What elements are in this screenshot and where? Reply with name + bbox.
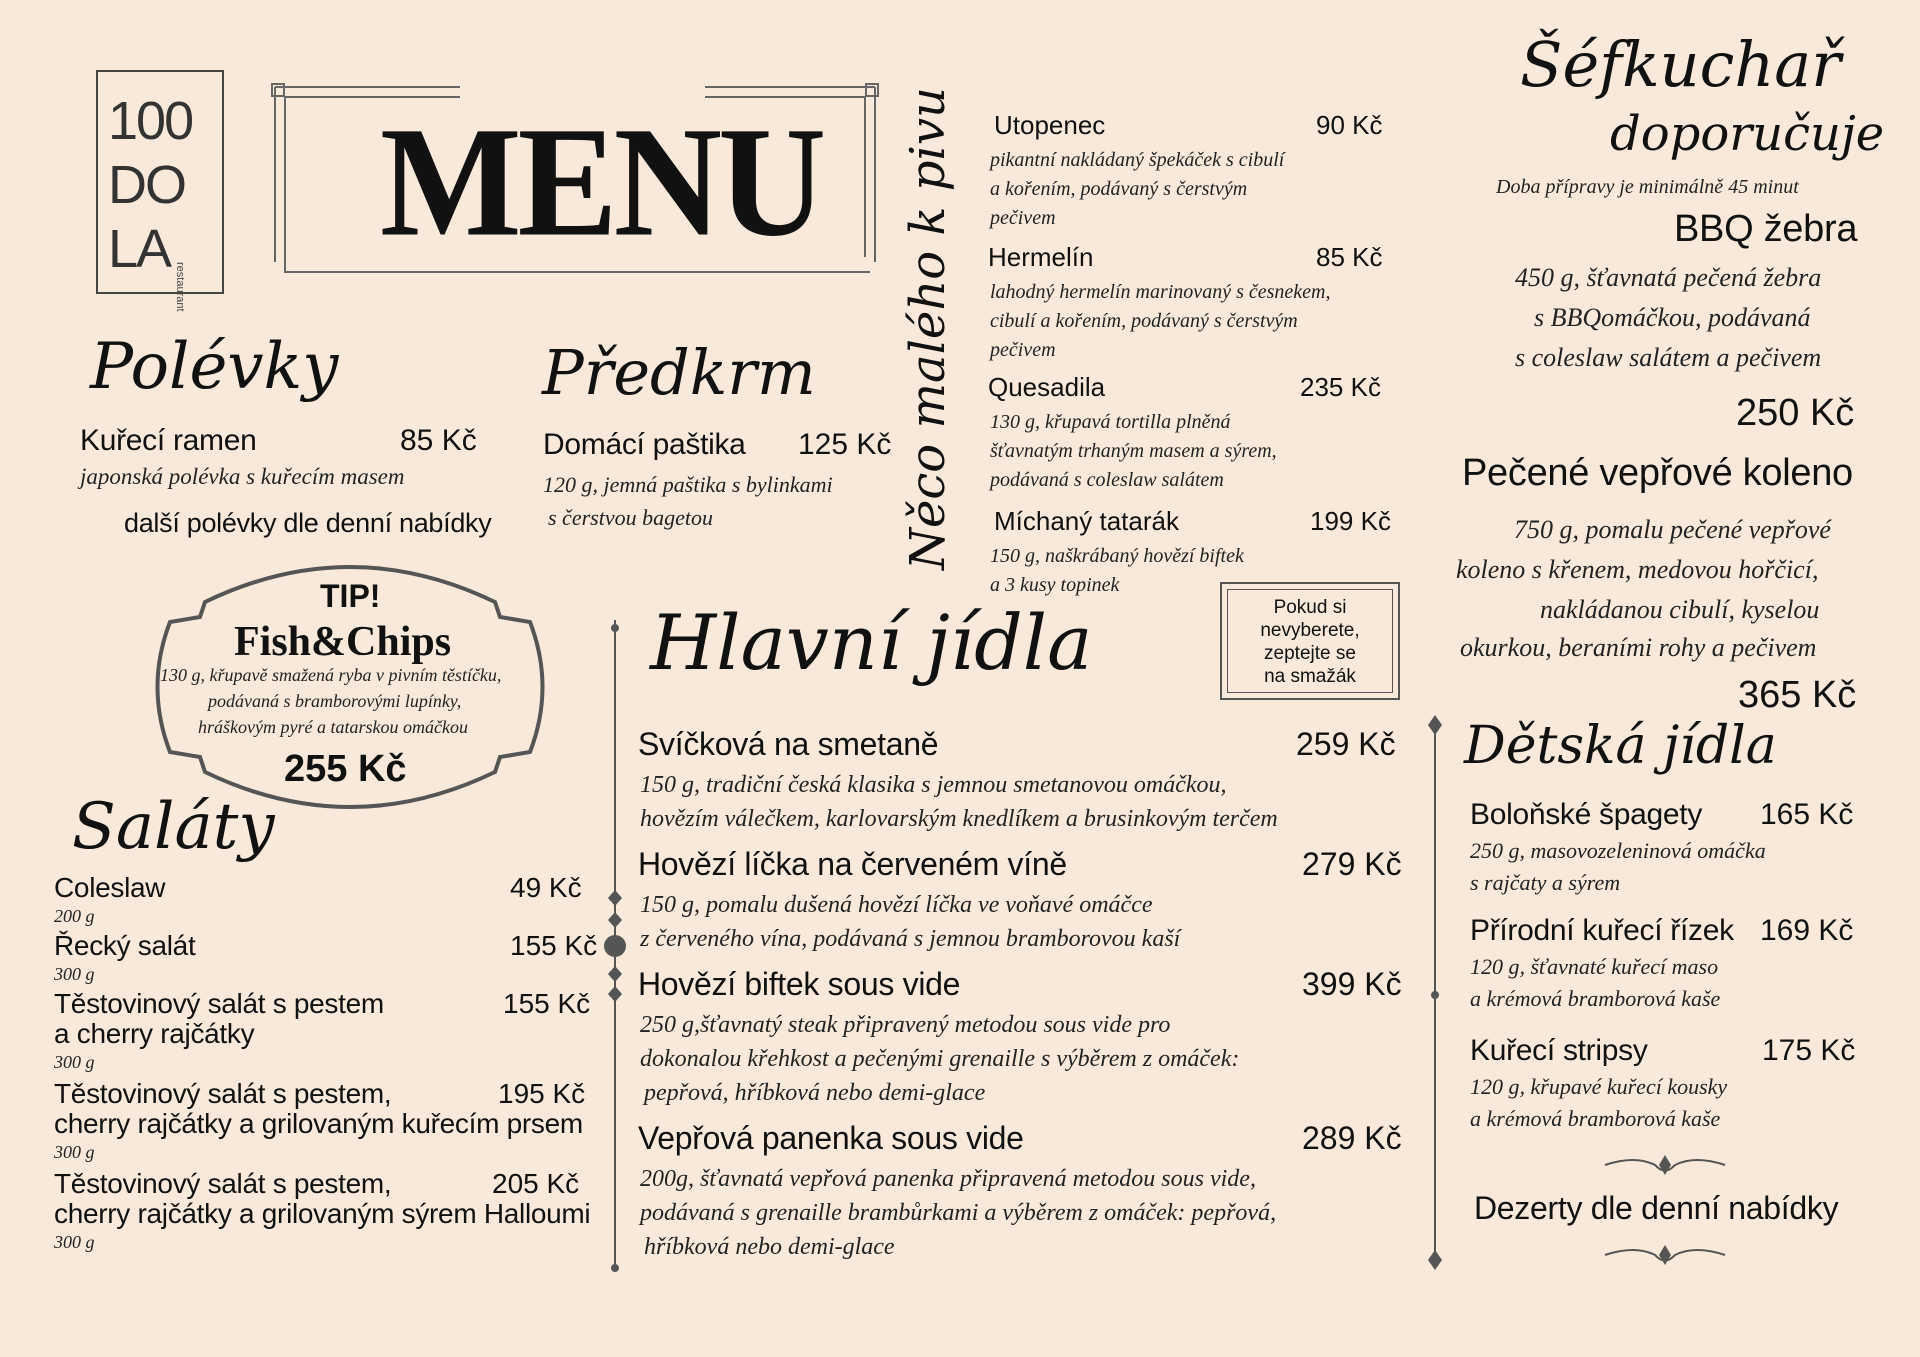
soups-note: další polévky dle denní nabídky bbox=[124, 508, 492, 538]
soup-desc: japonská polévka s kuřecím masem bbox=[80, 464, 405, 489]
salad-weight: 300 g bbox=[54, 1142, 95, 1162]
salad-name: Řecký salát bbox=[54, 930, 196, 961]
menu-title: MENU bbox=[380, 94, 823, 270]
main-dish-price: 259 Kč bbox=[1296, 726, 1396, 762]
main-dish-desc-3: hříbková nebo demi-glace bbox=[644, 1234, 895, 1260]
chef-dish-1-desc-3: s coleslaw salátem a pečivem bbox=[1515, 343, 1822, 372]
beer-snacks-heading: Něco malého k pivu bbox=[900, 87, 956, 570]
logo-subtitle: restaurant bbox=[174, 262, 186, 312]
ornament-bottom bbox=[1600, 1240, 1730, 1270]
snack-name: Utopenec bbox=[994, 110, 1106, 140]
salad-name-line2: cherry rajčátky a grilovaným kuřecím prsem bbox=[54, 1108, 583, 1139]
main-dish-price: 289 Kč bbox=[1302, 1120, 1402, 1156]
snack-desc-1: 130 g, křupavá tortilla plněná bbox=[990, 411, 1231, 433]
tip-desc-1: 130 g, křupavě smažená ryba v pivním těstíčku, bbox=[160, 665, 502, 685]
salad-name: Těstovinový salát s pestem, bbox=[54, 1078, 392, 1109]
snack-price: 235 Kč bbox=[1300, 372, 1381, 402]
tip-label: TIP! bbox=[320, 578, 381, 614]
kids-dish-name: Kuřecí stripsy bbox=[1470, 1034, 1648, 1067]
kids-dish-desc-2: a krémová bramborová kaše bbox=[1470, 986, 1721, 1011]
salads-heading: Saláty bbox=[72, 790, 275, 864]
main-dish-desc-3: pepřová, hříbková nebo demi-glace bbox=[644, 1080, 986, 1106]
snack-price: 90 Kč bbox=[1316, 110, 1383, 140]
snack-desc-1: lahodný hermelín marinovaný s česnekem, bbox=[990, 281, 1331, 303]
kids-heading: Dětská jídla bbox=[1464, 716, 1777, 776]
soup-price: 85 Kč bbox=[400, 424, 477, 457]
snack-desc-2: cibulí a kořením, podávaný s čerstvým bbox=[990, 310, 1298, 332]
chef-prep-note: Doba přípravy je minimálně 45 minut bbox=[1496, 176, 1799, 198]
starter-name: Domácí paštika bbox=[543, 428, 746, 461]
fryer-note-text: Pokud si nevyberete, zeptejte se na smažák bbox=[1260, 597, 1360, 687]
snack-desc-3: pečivem bbox=[990, 207, 1056, 229]
salad-price: 195 Kč bbox=[498, 1078, 586, 1109]
salad-weight: 200 g bbox=[54, 906, 95, 926]
main-dish-desc-1: 150 g, pomalu dušená hovězí líčka ve voňavé omáčce bbox=[640, 892, 1153, 918]
snack-name: Hermelín bbox=[988, 242, 1094, 272]
mains-divider-left bbox=[600, 620, 630, 1280]
main-dish-desc-2: z červeného vína, podávaná s jemnou bramborovou kaší bbox=[640, 926, 1181, 952]
ornament-top bbox=[1600, 1150, 1730, 1180]
snack-desc-1: pikantní nakládaný špekáček s cibulí bbox=[990, 149, 1285, 171]
chef-dish-2-desc-3: nakládanou cibulí, kyselou bbox=[1540, 595, 1820, 624]
chef-dish-2-desc-2: koleno s křenem, medovou hořčicí, bbox=[1456, 555, 1819, 584]
main-dish-desc-1: 150 g, tradiční česká klasika s jemnou smetanovou omáčkou, bbox=[640, 772, 1227, 798]
chef-dish-1-desc-2: s BBQomáčkou, podávaná bbox=[1534, 303, 1811, 332]
tip-price: 255 Kč bbox=[284, 748, 407, 790]
kids-dish-desc-2: a krémová bramborová kaše bbox=[1470, 1106, 1721, 1131]
kids-dish-desc-1: 120 g, křupavé kuřecí kousky bbox=[1470, 1074, 1728, 1099]
tip-dish-name: Fish&Chips bbox=[234, 619, 452, 665]
main-dish-price: 399 Kč bbox=[1302, 966, 1402, 1002]
salad-price: 155 Kč bbox=[503, 988, 591, 1019]
chef-dish-1-price: 250 Kč bbox=[1736, 392, 1855, 434]
salad-name: Těstovinový salát s pestem, bbox=[54, 1168, 392, 1199]
kids-dish-name: Přírodní kuřecí řízek bbox=[1470, 914, 1734, 947]
kids-dish-desc-1: 250 g, masovozeleninová omáčka bbox=[1470, 838, 1766, 863]
main-dish-name: Svíčková na smetaně bbox=[638, 726, 939, 762]
starter-heading: Předkrm bbox=[542, 336, 816, 409]
snack-desc-3: podávaná s coleslaw salátem bbox=[990, 469, 1224, 491]
chef-dish-2-price: 365 Kč bbox=[1738, 674, 1857, 716]
salad-weight: 300 g bbox=[54, 1052, 95, 1072]
chef-heading-1: Šéfkuchař bbox=[1520, 28, 1841, 101]
tip-desc-2: podávaná s bramborovými lupínky, bbox=[208, 691, 462, 711]
chef-dish-2-desc-1: 750 g, pomalu pečené vepřové bbox=[1514, 515, 1831, 544]
starter-desc-1: 120 g, jemná paštika s bylinkami bbox=[543, 472, 833, 497]
main-dish-desc-2: hovězím válečkem, karlovarským knedlíkem a brusinkovým terčem bbox=[640, 806, 1278, 832]
snack-price: 85 Kč bbox=[1316, 242, 1383, 272]
salad-price: 49 Kč bbox=[510, 872, 582, 903]
chef-dish-1-name: BBQ žebra bbox=[1674, 208, 1858, 250]
salad-name-line2: a cherry rajčátky bbox=[54, 1018, 255, 1049]
snack-name: Míchaný tatarák bbox=[994, 506, 1179, 536]
desserts-note: Dezerty dle denní nabídky bbox=[1474, 1190, 1839, 1226]
salad-name-line2: cherry rajčátky a grilovaným sýrem Halloumi bbox=[54, 1198, 591, 1229]
main-dish-name: Vepřová panenka sous vide bbox=[638, 1120, 1024, 1156]
soup-name: Kuřecí ramen bbox=[80, 424, 257, 457]
main-dish-desc-2: podávaná s grenaille brambůrkami a výběrem z omáček: pepřová, bbox=[640, 1200, 1277, 1226]
kids-dish-desc-2: s rajčaty a sýrem bbox=[1470, 870, 1621, 895]
logo-line-3: LA bbox=[108, 219, 171, 279]
snack-name: Quesadila bbox=[988, 372, 1106, 402]
mains-heading: Hlavní jídla bbox=[650, 598, 1093, 687]
main-dish-price: 279 Kč bbox=[1302, 846, 1402, 882]
salad-name: Coleslaw bbox=[54, 872, 166, 903]
kids-dish-price: 169 Kč bbox=[1760, 914, 1854, 947]
tip-desc-3: hráškovým pyré a tatarskou omáčkou bbox=[198, 717, 468, 737]
snack-desc-2: šťavnatým trhaným masem a sýrem, bbox=[990, 440, 1277, 462]
starter-desc-2: s čerstvou bagetou bbox=[548, 505, 713, 530]
chef-dish-1-desc-1: 450 g, šťavnatá pečená žebra bbox=[1515, 263, 1822, 292]
main-dish-name: Hovězí líčka na červeném víně bbox=[638, 846, 1067, 882]
starter-price: 125 Kč bbox=[798, 428, 892, 461]
main-dish-desc-1: 250 g,šťavnatý steak připravený metodou sous vide pro bbox=[640, 1012, 1171, 1038]
logo-line-2: DO bbox=[108, 155, 185, 215]
salad-price: 155 Kč bbox=[510, 930, 598, 961]
snack-desc-1: 150 g, naškrábaný hovězí biftek bbox=[990, 545, 1244, 567]
kids-divider bbox=[1420, 715, 1450, 1270]
salad-weight: 300 g bbox=[54, 1232, 95, 1252]
main-dish-name: Hovězí biftek sous vide bbox=[638, 966, 961, 1002]
chef-dish-2-desc-4: okurkou, beraními rohy a pečivem bbox=[1460, 633, 1817, 662]
salad-weight: 300 g bbox=[54, 964, 95, 984]
snack-desc-2: a 3 kusy topinek bbox=[990, 574, 1120, 596]
main-dish-desc-1: 200g, šťavnatá vepřová panenka připravená metodou sous vide, bbox=[640, 1166, 1256, 1192]
soups-heading: Polévky bbox=[90, 330, 339, 404]
chef-heading-2: doporučuje bbox=[1610, 106, 1885, 162]
kids-dish-price: 175 Kč bbox=[1762, 1034, 1856, 1067]
salad-price: 205 Kč bbox=[492, 1168, 580, 1199]
salad-name: Těstovinový salát s pestem bbox=[54, 988, 384, 1019]
logo-line-1: 100 bbox=[108, 91, 193, 151]
restaurant-logo bbox=[96, 70, 224, 312]
kids-dish-price: 165 Kč bbox=[1760, 798, 1854, 831]
chef-dish-2-name: Pečené vepřové koleno bbox=[1462, 452, 1853, 494]
kids-dish-desc-1: 120 g, šťavnaté kuřecí maso bbox=[1470, 954, 1719, 979]
main-dish-desc-2: dokonalou křehkost a pečenými grenaille s výběrem z omáček: bbox=[640, 1046, 1240, 1072]
fryer-note-box bbox=[1220, 582, 1400, 700]
kids-dish-name: Boloňské špagety bbox=[1470, 798, 1703, 831]
snack-desc-2: a kořením, podávaný s čerstvým bbox=[990, 178, 1248, 200]
snack-price: 199 Kč bbox=[1310, 506, 1391, 536]
snack-desc-3: pečivem bbox=[990, 339, 1056, 361]
